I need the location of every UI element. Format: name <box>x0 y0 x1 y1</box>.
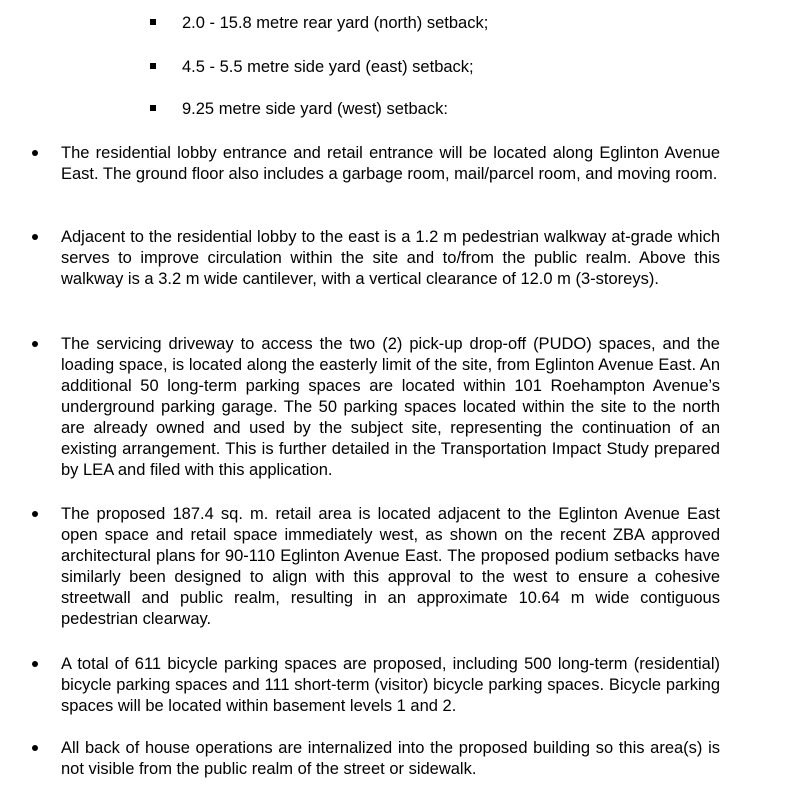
round-bullet-icon <box>32 511 38 517</box>
setback-item <box>0 97 794 121</box>
paragraph-text: All back of house operations are internalized into the proposed building so this area(s) is not visible from the public realm of the street or sidewalk. <box>61 739 720 778</box>
setback-text: 4.5 - 5.5 metre side yard (east) setback; <box>182 58 474 76</box>
square-bullet-icon <box>150 19 156 25</box>
round-bullet-icon <box>32 341 38 347</box>
paragraph-text: A total of 611 bicycle parking spaces are proposed, including 500 long-term (residential) bicycle parking spaces and 111 short-term (visitor) bicycle parking spaces. Bicycle parking spaces will be located within basement levels 1 and 2. <box>61 655 720 715</box>
setback-text: 2.0 - 15.8 metre rear yard (north) setback; <box>182 14 489 32</box>
square-bullet-icon <box>150 63 156 69</box>
round-bullet-icon <box>32 234 38 240</box>
paragraph-text: The residential lobby entrance and retail entrance will be located along Eglinton Avenue East. The ground floor also includes a garbage room, mail/parcel room, and moving room. <box>61 144 720 183</box>
setback-item <box>0 55 794 79</box>
round-bullet-icon <box>32 661 38 667</box>
setback-text: 9.25 metre side yard (west) setback: <box>182 100 448 118</box>
setback-item <box>0 11 794 35</box>
paragraph-text: The proposed 187.4 sq. m. retail area is located adjacent to the Eglinton Avenue East open space and retail space immediately west, as shown on the recent ZBA approved architectural plans for 90-110 Eglinton Avenue East. The proposed podium setbacks have similarly been designed to align with this approval to the west to ensure a cohesive streetwall and public realm, resulting in an approximate 10.64 m wide contiguous pedestrian clearway. <box>61 505 720 628</box>
round-bullet-icon <box>32 745 38 751</box>
round-bullet-icon <box>32 150 38 156</box>
square-bullet-icon <box>150 105 156 111</box>
paragraph-text: Adjacent to the residential lobby to the east is a 1.2 m pedestrian walkway at-grade which serves to improve circulation within the site and to/from the public realm. Above this walkway is a 3.2 m wide cantilever, with a vertical clearance of 12.0 m (3-storeys). <box>61 228 720 288</box>
paragraph-text: The servicing driveway to access the two (2) pick-up drop-off (PUDO) spaces, and the loading space, is located along the easterly limit of the site, from Eglinton Avenue East. An additional 50 long-term parking spaces are located within 101 Roehampton Avenue’s underground parking garage. The 50 parking spaces located within the site to the north are already owned and used by the subject site, representing the continuation of an existing arrangement. This is further detailed in the Transportation Impact Study prepared by LEA and filed with this application. <box>61 335 720 479</box>
